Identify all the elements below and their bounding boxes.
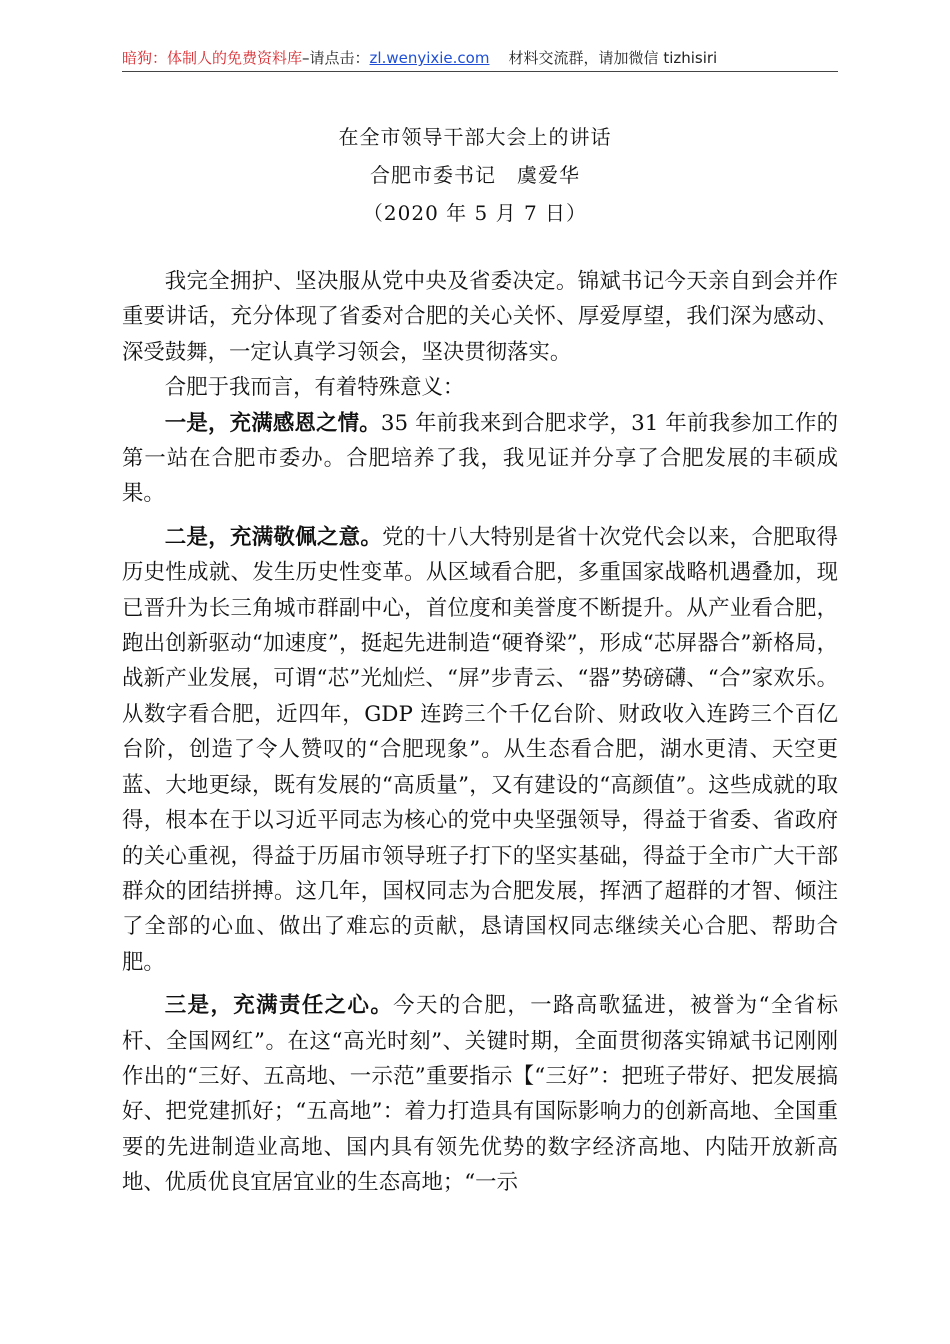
paragraph xyxy=(122,988,838,1200)
paragraph-text: 我完全拥护、坚决服从党中央及省委决定。锦斌书记今天亲自到会并作重要讲话，充分体现了省委对合肥的关心关怀、厚爱厚望，我们深为感动、深受鼓舞，一定认真学习领会，坚决贯彻落实。 xyxy=(122,269,838,365)
paragraph xyxy=(122,406,838,512)
paragraph-lead: 二是，充满敬佩之意。 xyxy=(164,524,383,550)
document-date: （2020 年 5 月 7 日） xyxy=(362,201,588,225)
paragraph xyxy=(122,264,838,370)
paragraph xyxy=(122,370,838,405)
header-contact: 材料交流群，请加微信 tizhisiri xyxy=(508,49,718,67)
paragraph-lead: 三是，充满责任之心。 xyxy=(164,993,394,1019)
document-body xyxy=(122,264,838,1201)
header-prompt: –请点击： xyxy=(302,49,370,67)
paragraph-text: 今天的合肥，一路高歌猛进，被誉为“全省标杆、全国网红”。在这“高光时刻”、关键时期，全面贯彻落实锦斌书记刚刚作出的“三好、五高地、一示范”重要指示【“三好”：把班子带好、把发展搞好、把党建抓好；“五高地”：着力打造具有国际影响力的创新高地、全国重要的先进制造业高地、国内具有领先优势的数字经济高地、内陆开放新高地、优质优良宜居宜业的生态高地；“一示 xyxy=(122,993,838,1196)
paragraph-text: 党的十八大特别是省十次党代会以来，合肥取得历史性成就、发生历史性变革。从区域看合肥，多重国家战略机遇叠加，现已晋升为长三角城市群副中心，首位度和美誉度不断提升。从产业看合肥，跑出创新驱动“加速度”，挺起先进制造“硬脊梁”，形成“芯屏器合”新格局，战新产业发展，可谓“芯”光灿烂、“屏”步青云、“器”势磅礴、“合”家欢乐。从数字看合肥，近四年，GDP 连跨三个千亿台阶、财政收入连跨三个百亿台阶，创造了令人赞叹的“合肥现象”。从生态看合肥，湖水更清、天空更蓝、大地更绿，既有发展的“高质量”，又有建设的“高颜值”。这些成就的取得，根本在于以习近平同志为核心的党中央坚强领导，得益于省委、省政府的关心重视，得益于历届市领导班子打下的坚实基础，得益于全市广大干部群众的团结拼搏。这几年，国权同志为合肥发展，挥洒了超群的才智、倾注了全部的心血、做出了难忘的贡献，恳请国权同志继续关心合肥、帮助合肥。 xyxy=(122,524,838,975)
document-title: 在全市领导干部大会上的讲话 xyxy=(338,125,612,149)
paragraph-text: 合肥于我而言，有着特殊意义： xyxy=(164,375,465,401)
paragraph-lead: 一是，充满感恩之情。 xyxy=(164,410,381,436)
header-brand: 暗狗：体制人的免费资料库 xyxy=(122,49,303,67)
header-url-link[interactable]: zl.wenyixie.com xyxy=(369,49,490,67)
header-divider xyxy=(122,71,838,72)
paragraph xyxy=(122,520,838,980)
paragraph-text: 35 年前我来到合肥求学，31 年前我参加工作的第一站在合肥市委办。合肥培养了我，我见证并分享了合肥发展的丰硕成果。 xyxy=(122,410,838,507)
document-byline: 合肥市委书记 虞爱华 xyxy=(370,163,580,187)
page-header xyxy=(122,44,838,72)
